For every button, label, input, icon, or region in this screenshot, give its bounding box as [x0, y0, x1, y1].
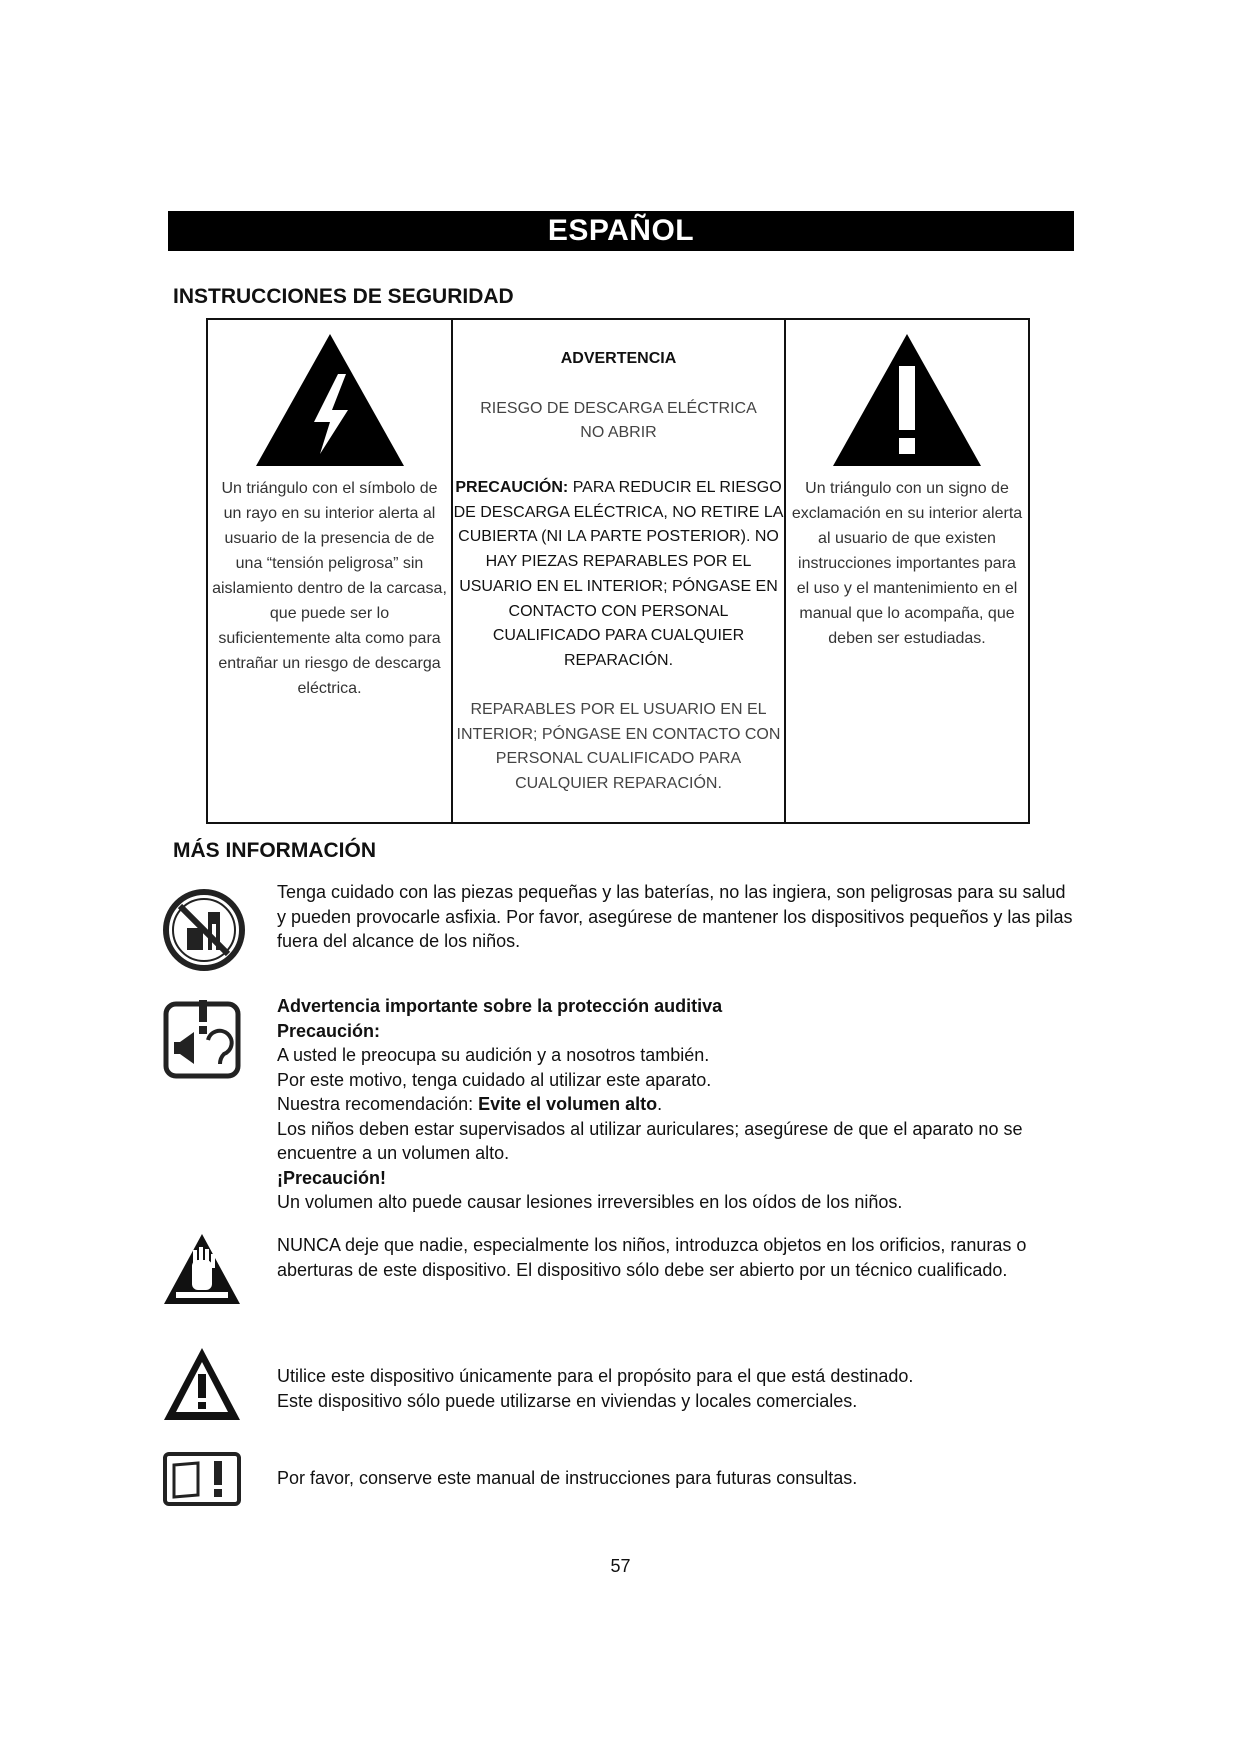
small-parts-text: Tenga cuidado con las piezas pequeñas y las baterías, no las ingiera, son peligrosas para su salud y pueden provocarle asfixia. Por favor, asegúrese de mantener los dispositivos pequeños y las pilas fuera del alcance de los niños.	[277, 882, 1073, 951]
safety-heading: INSTRUCCIONES DE SEGURIDAD	[173, 285, 514, 308]
recommendation-prefix: Nuestra recomendación:	[277, 1094, 479, 1114]
manual-text: Por favor, conserve este manual de instrucciones para futuras consultas.	[277, 1468, 858, 1488]
exclamation-description: Un triángulo con un signo de exclamación en su interior alerta al usuario de que existen instrucciones importantes para el uso y el mantenimiento en el manual que lo acompaña, que deben ser estudiadas.	[791, 480, 1023, 647]
more-info-heading: MÁS INFORMACIÓN	[173, 839, 376, 862]
page-number: 57	[610, 1556, 631, 1576]
exclamation-warning-triangle-icon	[827, 330, 987, 470]
keep-manual-icon	[162, 1451, 242, 1507]
purpose-line-2: Este dispositivo sólo puede utilizarse en viviendas y locales comerciales.	[277, 1390, 858, 1411]
language-banner: ESPAÑOL	[168, 211, 1074, 251]
hearing-line-2: Por este motivo, tenga cuidado al utilizar este aparato.	[277, 1069, 712, 1090]
lightning-warning-triangle-icon	[250, 330, 410, 470]
recommendation-bold: Evite el volumen alto	[478, 1094, 658, 1114]
no-objects-in-openings-icon	[162, 1232, 242, 1306]
hearing-line-5: Un volumen alto puede causar lesiones irreversibles en los oídos de los niños.	[277, 1192, 903, 1212]
warning-col-right	[786, 320, 1028, 822]
no-small-parts-icon	[162, 888, 246, 972]
hearing-line-4: Los niños deben estar supervisados al utilizar auriculares; asegúrese de que el aparato no se encuentre a un volumen alto.	[277, 1118, 1023, 1163]
openings-text: NUNCA deje que nadie, especialmente los niños, introduzca objetos en los orificios, ranuras o aberturas de este dispositivo. El dispositivo sólo debe ser abierto por un técnico cualificado.	[277, 1235, 1027, 1280]
caution-label: PRECAUCIÓN:	[455, 479, 569, 496]
warning-table	[206, 318, 1030, 824]
hearing-block	[277, 994, 1077, 1215]
lightning-description: Un triángulo con el símbolo de un rayo en su interior alerta al usuario de la presencia de de una “tensión peligrosa” sin aislamiento dentro de la carcasa, que puede ser lo suficientemente alta como para entrañar un riesgo de descarga eléctrica.	[212, 480, 447, 697]
risk-line-1: RIESGO DE DESCARGA ELÉCTRICA	[480, 400, 757, 417]
purpose-line-1: Utilice este dispositivo únicamente para el propósito para el que está destinado.	[277, 1366, 914, 1386]
hearing-caution: Precaución:	[277, 1020, 381, 1041]
caution-text	[453, 476, 784, 674]
hearing-recommendation	[277, 1092, 1077, 1117]
caution-repeat-text: REPARABLES POR EL USUARIO EN EL INTERIOR; PÓNGASE EN CONTACTO CON PERSONAL CUALIFICADO PARA CUALQUIER REPARACIÓN.	[456, 701, 781, 793]
recommendation-suffix: .	[657, 1094, 663, 1114]
risk-text	[453, 397, 784, 445]
hearing-protection-icon	[162, 1000, 242, 1080]
warning-col-left	[208, 320, 453, 822]
hearing-title: Advertencia importante sobre la protección auditiva	[277, 996, 723, 1016]
hearing-line-1: A usted le preocupa su audición y a nosotros también.	[277, 1045, 710, 1065]
warning-col-middle	[453, 320, 786, 822]
hearing-caution-2: ¡Precaución!	[277, 1167, 387, 1188]
caution-triangle-icon	[162, 1346, 242, 1422]
risk-line-2: NO ABRIR	[580, 424, 657, 441]
caution-body: PARA REDUCIR EL RIESGO DE DESCARGA ELÉCTRICA, NO RETIRE LA CUBIERTA (NI LA PARTE POSTERIOR). NO HAY PIEZAS REPARABLES POR EL USUARIO EN EL INTERIOR; PÓNGASE EN CONTACTO CON PERSONAL CUALIFICADO PARA CUALQUIER REPARACIÓN.	[453, 479, 784, 669]
warning-title: ADVERTENCIA	[560, 350, 677, 367]
purpose-block	[277, 1364, 1077, 1413]
